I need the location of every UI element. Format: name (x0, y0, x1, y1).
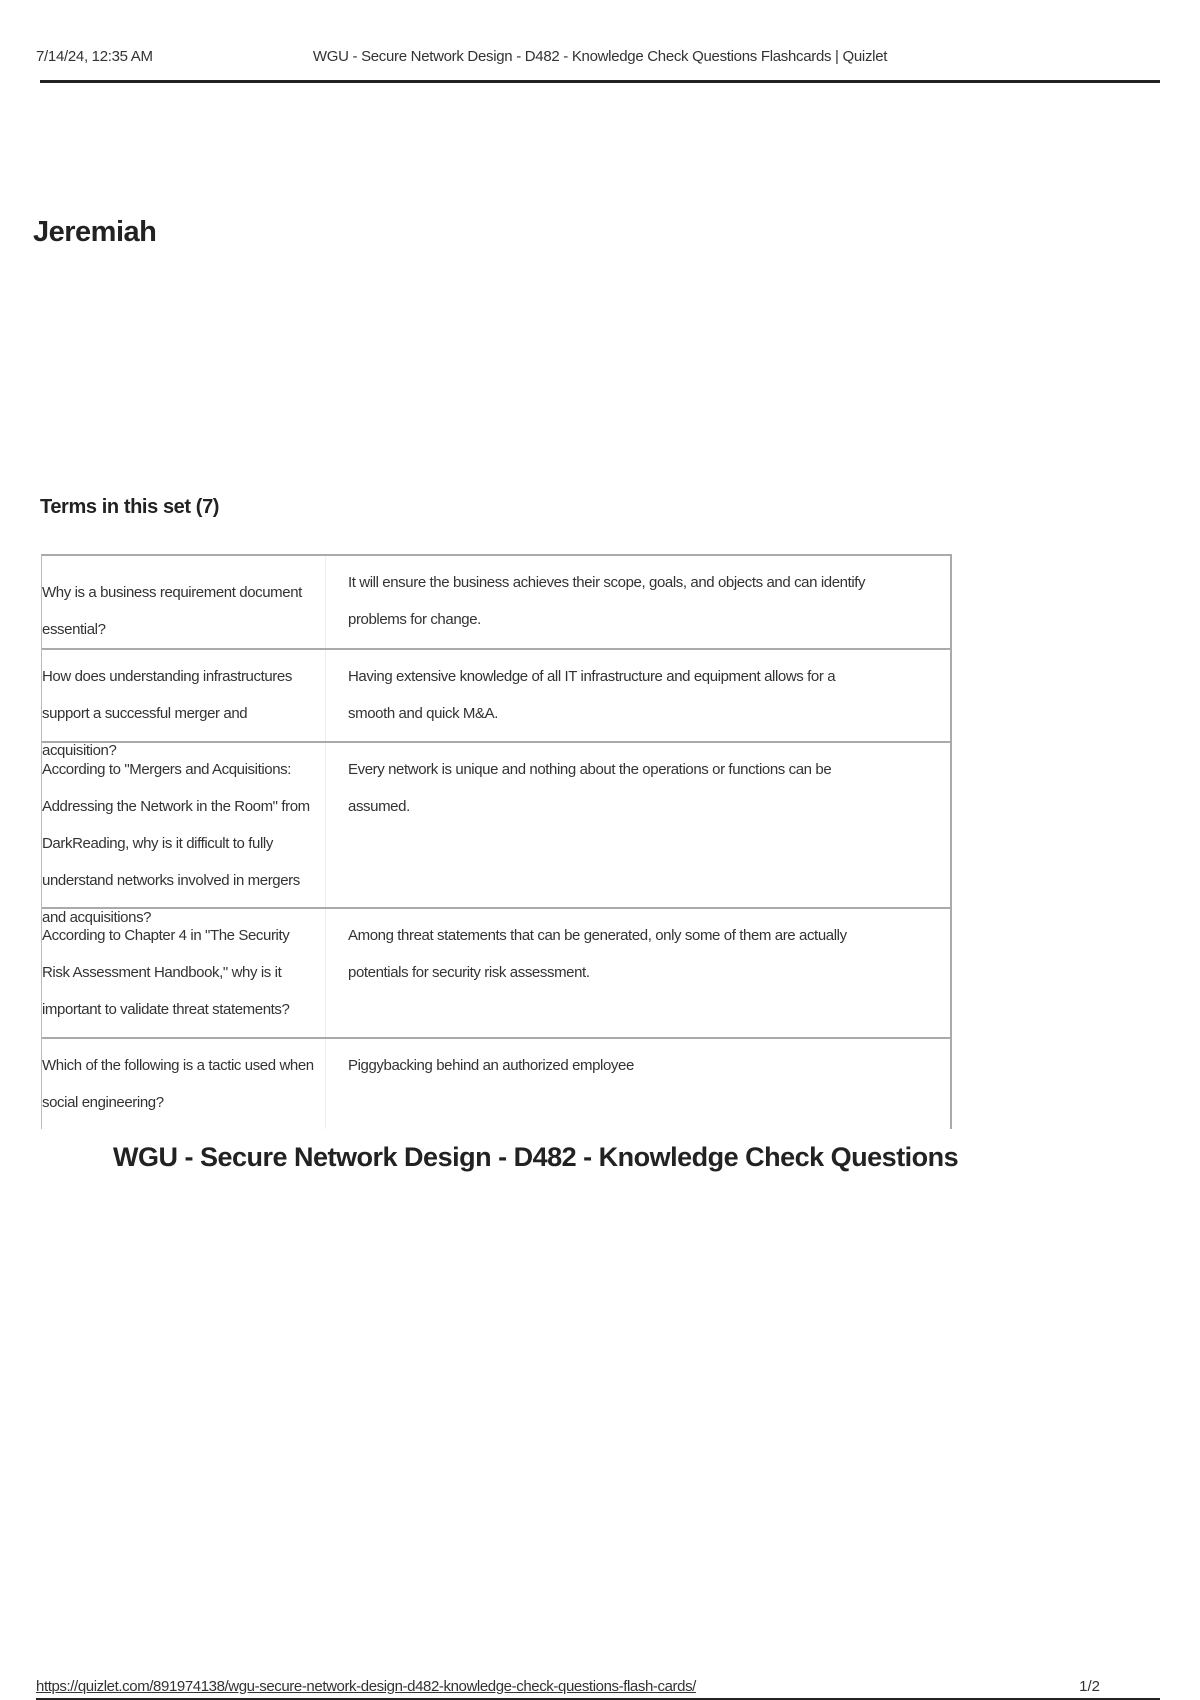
print-header (36, 44, 1160, 83)
print-footer (36, 1678, 1160, 1700)
term-text: According to "Mergers and Acquisitions: Addressing the Network in the Room" from DarkReading, why is it difficult to fully understand networks involved in mergers and acquisitions? (42, 743, 326, 907)
table-row (42, 556, 950, 650)
set-title: WGU - Secure Network Design - D482 - Knowledge Check Questions (113, 1142, 959, 1172)
definition-text: Among threat statements that can be generated, only some of them are actually potentials for security risk assessment. (348, 927, 847, 981)
author-name[interactable]: Jeremiah (33, 216, 157, 248)
term-text: According to Chapter 4 in "The Security Risk Assessment Handbook," why is it important to validate threat statements? (42, 909, 326, 1037)
print-title: WGU - Secure Network Design - D482 - Knowledge Check Questions Flashcards | Quizlet (312, 48, 888, 65)
page-url-link[interactable]: https://quizlet.com/891974138/wgu-secure-network-design-d482-knowledge-check-questions-flash-cards/ (36, 1678, 696, 1695)
definition-text: Having extensive knowledge of all IT infrastructure and equipment allows for a smooth and quick M&A. (348, 668, 836, 722)
table-row (42, 650, 950, 759)
term-text: How does understanding infrastructures support a successful merger and acquisition? (42, 650, 326, 741)
definition-text: Piggybacking behind an authorized employee (348, 1057, 634, 1074)
print-date: 7/14/24, 12:35 AM (36, 48, 153, 65)
term-text: Which of the following is a tactic used when social engineering? (42, 1039, 326, 1129)
terms-heading: Terms in this set (7) (40, 496, 220, 518)
table-row (42, 909, 950, 1039)
definition-text: Every network is unique and nothing about the operations or functions can be assumed. (348, 761, 832, 815)
page-number: 1/2 (1079, 1678, 1100, 1695)
definition-text: It will ensure the business achieves their scope, goals, and objects and can identify problems for change. (348, 574, 866, 628)
table-row (42, 1039, 950, 1129)
terms-table (41, 554, 952, 1129)
table-row (42, 743, 950, 926)
term-text: Why is a business requirement document essential? (42, 556, 326, 648)
